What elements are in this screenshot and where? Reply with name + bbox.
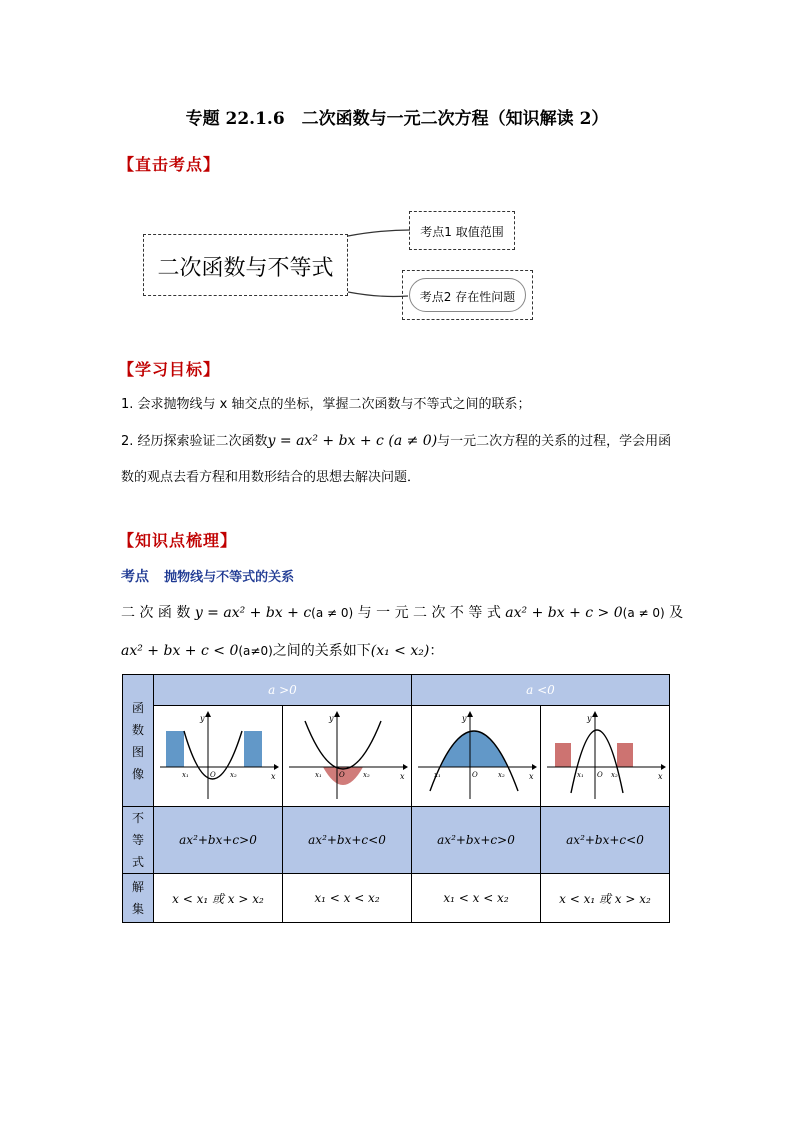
solution-2: x₁ < x < x₂ [283, 874, 412, 923]
graph4-y-label: y [587, 713, 592, 723]
row-label-graph-text: 函数图像 [131, 700, 144, 781]
intro-cond-3: (a≠0) [238, 644, 273, 658]
goal-1: 1. 会求抛物线与 x 轴交点的坐标，掌握二次函数与不等式之间的联系； [121, 397, 531, 412]
graph4-x1-label: x₁ [577, 770, 584, 779]
graph4-x2-label: x₂ [611, 770, 618, 779]
inequality-3: ax²+bx+c>0 [412, 807, 541, 874]
graph1-y-label: y [200, 713, 205, 723]
intro-text-5: ： [429, 643, 444, 659]
graph-cell-3 [412, 706, 541, 807]
graph4-x-label: x [658, 771, 663, 781]
graph3-y-label: y [462, 713, 467, 723]
graph1-origin-label: O [210, 770, 216, 779]
graph-downward-greater [412, 707, 540, 803]
mindmap-node-2-label: 考点2 存在性问题 [419, 290, 516, 304]
solution-3: x₁ < x < x₂ [412, 874, 541, 923]
graph3-x2-label: x₂ [498, 770, 505, 779]
row-label-graph [123, 675, 154, 807]
graph-cell-1 [154, 706, 283, 807]
intro-formula-4: (x₁ < x₂) [370, 643, 430, 659]
mindmap-node-2 [402, 270, 533, 320]
keypoint-heading [121, 566, 294, 586]
row-label-solution [123, 874, 154, 923]
row-label-solution-text: 解集 [131, 880, 144, 916]
graph-upward-less [283, 707, 411, 803]
keypoint-label: 考点 [121, 569, 149, 585]
graph3-origin-label: O [472, 770, 478, 779]
mindmap-center-label: 二次函数与不等式 [157, 256, 334, 281]
intro-formula-1: y = ax² + bx + c [194, 605, 312, 621]
mindmap-node-1 [409, 211, 515, 250]
mindmap-node-2-pill [409, 278, 526, 312]
graph3-x-label: x [529, 771, 534, 781]
intro-formula-2: ax² + bx + c > 0 [505, 605, 623, 621]
solution-1: x < x₁ 或 x > x₂ [154, 874, 283, 923]
graph-cell-2 [283, 706, 412, 807]
graph1-x-label: x [271, 771, 276, 781]
mindmap-center-node [143, 234, 348, 296]
graph2-x1-label: x₁ [315, 770, 322, 779]
graph2-y-label: y [329, 713, 334, 723]
intro-text-4: 之间的关系如下 [272, 643, 371, 659]
intro-line-1 [121, 604, 683, 622]
page-title: 专题 22.1.6 二次函数与一元二次方程（知识解读 2） [185, 109, 609, 129]
relation-table [122, 674, 670, 923]
graph3-x1-label: x₁ [434, 770, 441, 779]
row-label-inequality [123, 807, 154, 874]
inequality-2: ax²+bx+c<0 [283, 807, 412, 874]
goal-2-formula: y = ax² + bx + c (a ≠ 0) [267, 433, 438, 449]
mindmap-node-1-label: 考点1 取值范围 [420, 225, 504, 239]
intro-cond-1: (a ≠ 0) [311, 606, 354, 620]
graph2-x-label: x [400, 771, 405, 781]
graph2-x2-label: x₂ [363, 770, 370, 779]
goal-2-text-a: 2. 经历探索验证二次函数 [121, 434, 268, 449]
solution-4: x < x₁ 或 x > x₂ [541, 874, 670, 923]
graph1-x1-label: x₁ [182, 770, 189, 779]
graph1-x2-label: x₂ [230, 770, 237, 779]
header-a-positive: a >0 [154, 675, 412, 706]
keypoint-text: 抛物线与不等式的关系 [164, 570, 295, 585]
graph2-origin-label: O [339, 770, 345, 779]
row-label-inequality-text: 不等式 [131, 811, 144, 869]
section-heading-learning-goals: 【学习目标】 [118, 360, 221, 379]
intro-text-1: 二 次 函 数 [121, 605, 191, 621]
intro-formula-3: ax² + bx + c < 0 [121, 643, 239, 659]
goal-2-line-1 [121, 432, 671, 451]
graph-upward-greater [154, 707, 282, 803]
intro-text-2: 与 一 元 二 次 不 等 式 [357, 605, 501, 621]
header-a-negative: a <0 [412, 675, 670, 706]
graph-downward-less [541, 707, 669, 803]
section-heading-knowledge: 【知识点梳理】 [118, 531, 238, 550]
intro-text-3: 及 [669, 605, 684, 621]
section-heading-exam-points: 【直击考点】 [118, 155, 221, 174]
goal-2-text-b: 与一元二次方程的关系的过程，学会用函 [437, 434, 672, 449]
intro-cond-2: (a ≠ 0) [622, 606, 665, 620]
graph-cell-4 [541, 706, 670, 807]
graph4-origin-label: O [597, 770, 603, 779]
intro-line-2 [121, 642, 443, 660]
inequality-4: ax²+bx+c<0 [541, 807, 670, 874]
goal-2-line-2: 数的观点去看方程和用数形结合的思想去解决问题． [121, 470, 421, 485]
inequality-1: ax²+bx+c>0 [154, 807, 283, 874]
